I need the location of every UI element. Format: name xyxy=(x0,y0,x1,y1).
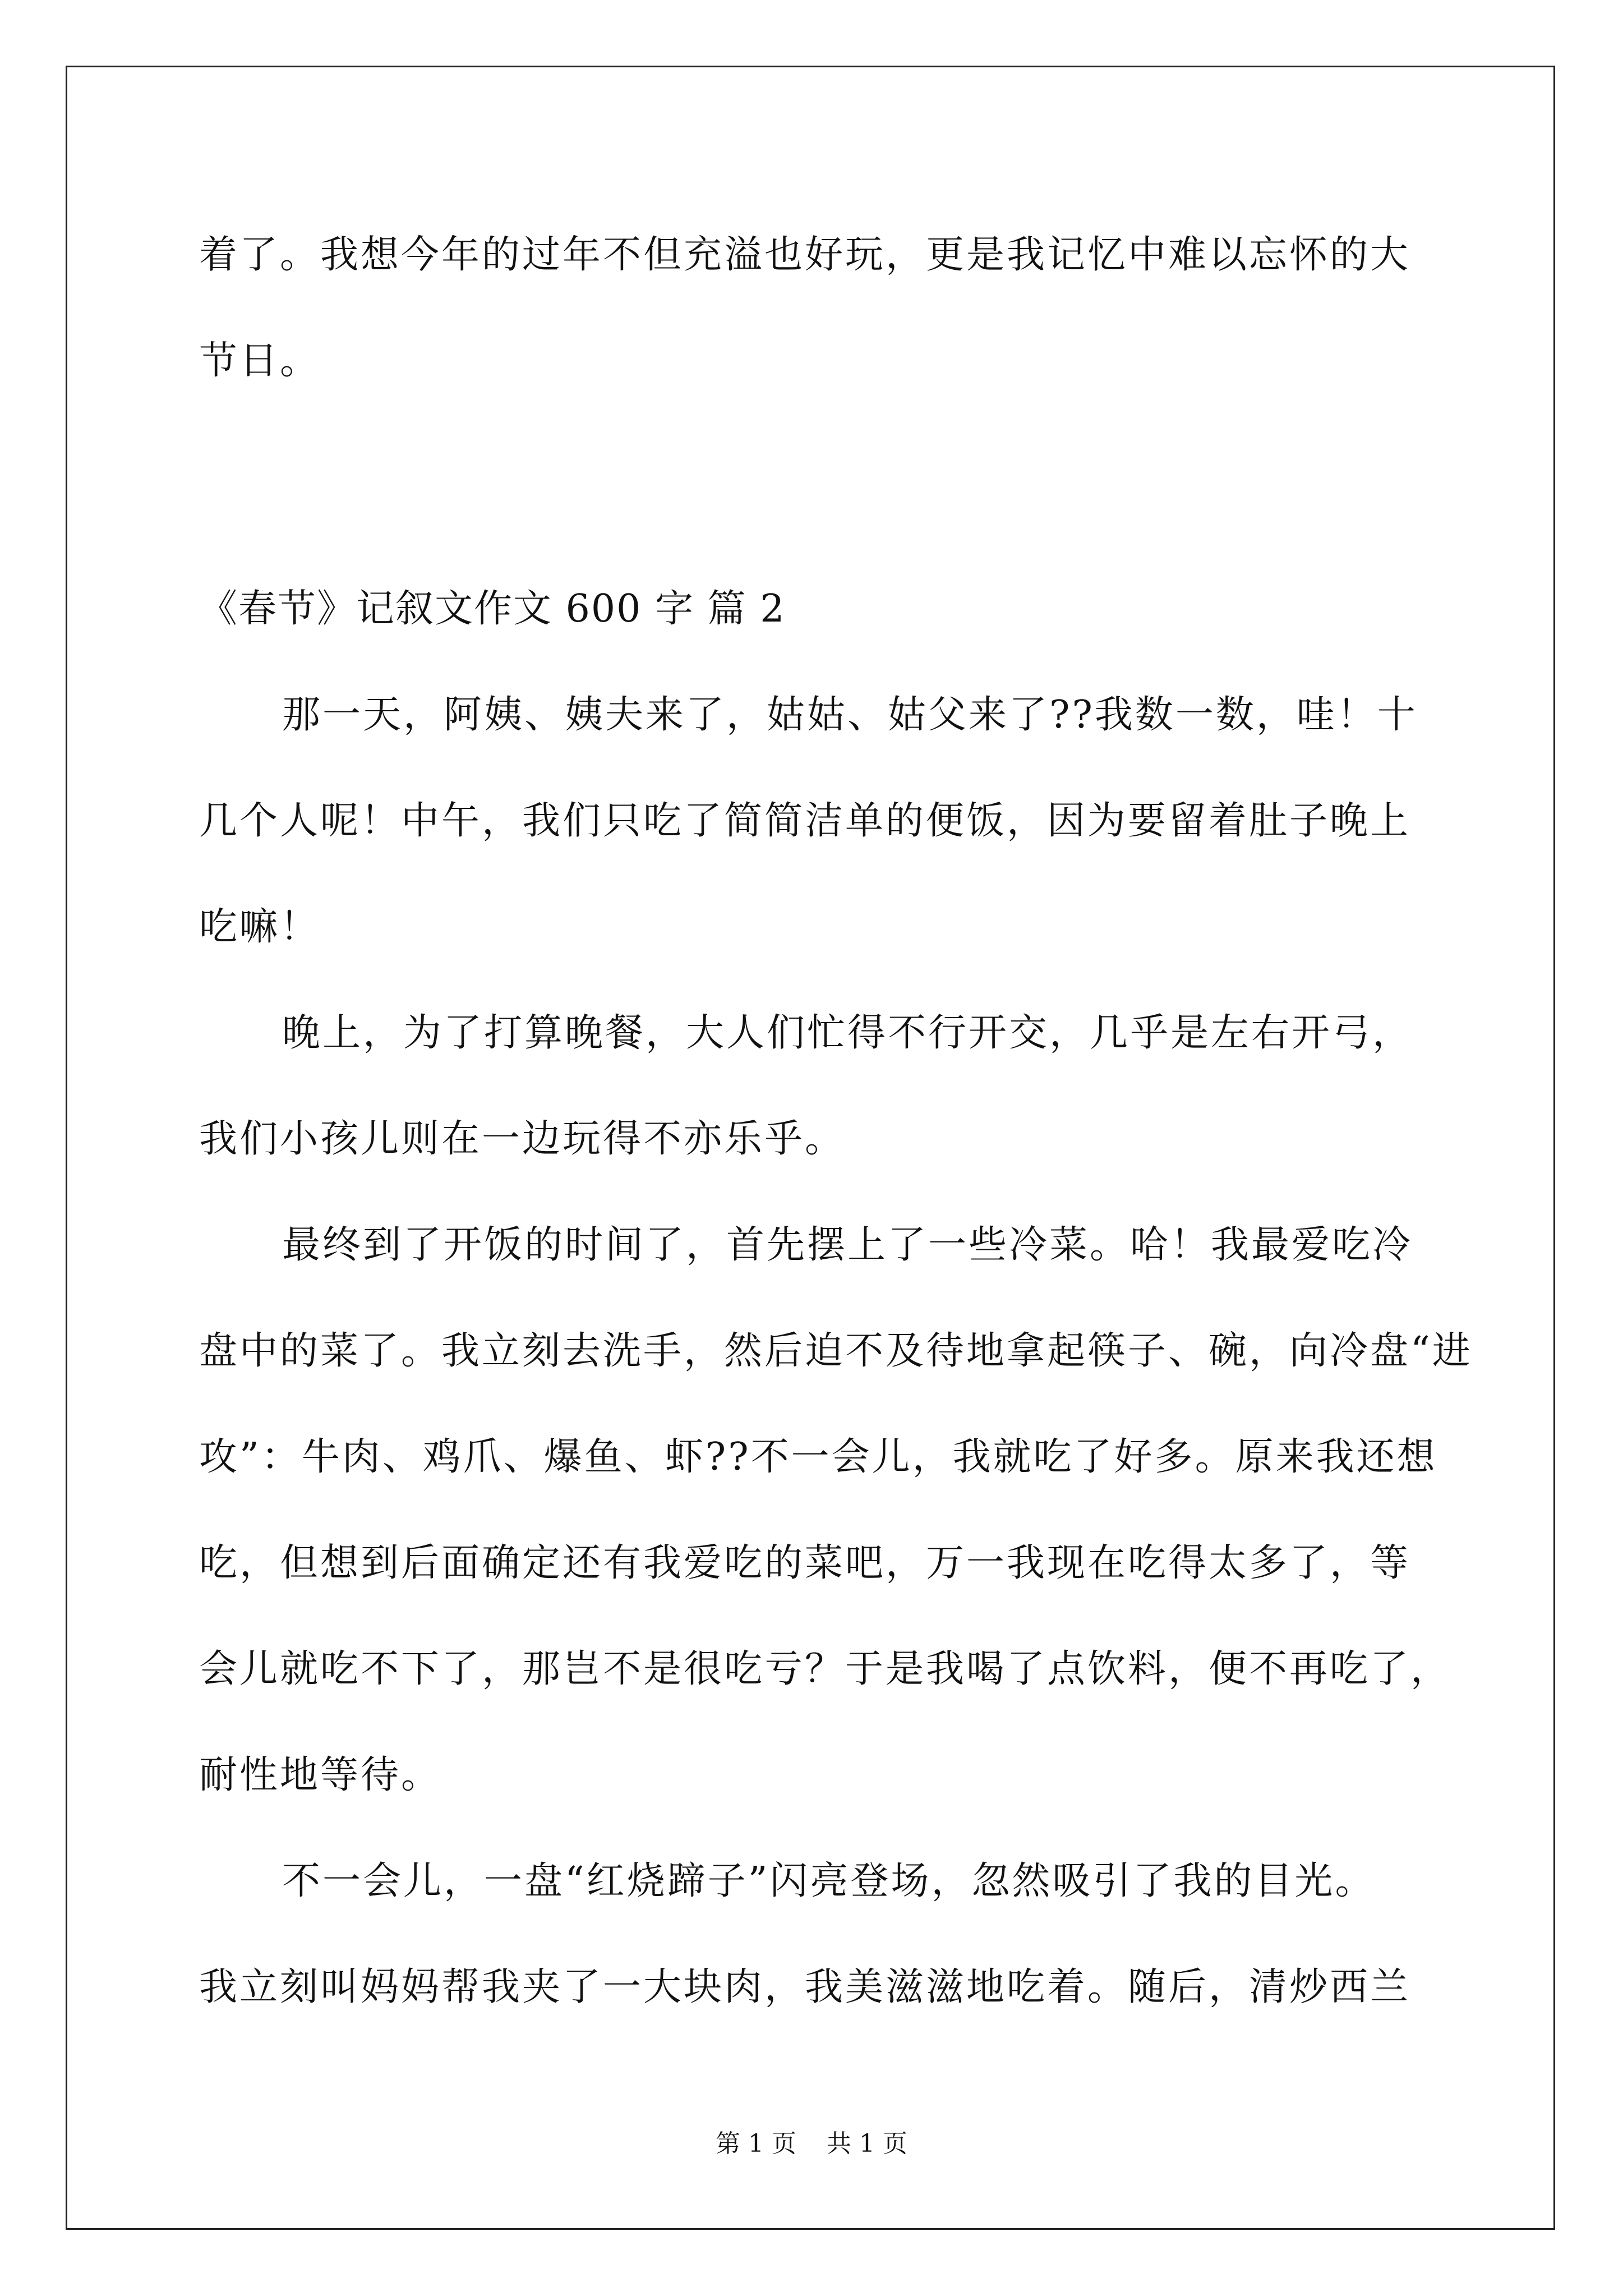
text-line: 我立刻叫妈妈帮我夹了一大块肉，我美滋滋地吃着。随后，清炒西兰 xyxy=(199,1965,1411,2009)
paragraph-2 xyxy=(199,980,1433,1192)
text-line: 攻”：牛肉、鸡爪、爆鱼、虾??不一会儿，我就吃了好多。原来我还想 xyxy=(199,1435,1437,1479)
section-gap xyxy=(199,414,1433,556)
text-line: 吃，但想到后面确定还有我爱吃的菜吧，万一我现在吃得太多了，等 xyxy=(199,1541,1411,1585)
essay-title: 《春节》记叙文作文 600 字 篇 2 xyxy=(199,587,786,631)
paragraph-1 xyxy=(199,662,1433,980)
text-line: 节日。 xyxy=(199,339,321,383)
text-line: 晚上，为了打算晚餐，大人们忙得不行开交，几乎是左右开弓， xyxy=(282,1011,1413,1055)
text-line: 我们小孩儿则在一边玩得不亦乐乎。 xyxy=(199,1117,846,1161)
text-line: 耐性地等待。 xyxy=(199,1753,442,1797)
text-line: 吃嘛！ xyxy=(199,905,321,949)
page-footer xyxy=(0,2123,1623,2159)
text-line: 会儿就吃不下了，那岂不是很吃亏？于是我喝了点饮料，便不再吃了， xyxy=(199,1647,1451,1691)
text-line: 几个人呢！中午，我们只吃了简简洁单的便饭，因为要留着肚子晚上 xyxy=(199,799,1411,843)
paragraph-3 xyxy=(199,1192,1473,1828)
text-line: 最终到了开饭的时间了，首先摆上了一些冷菜。哈！我最爱吃冷 xyxy=(282,1223,1413,1267)
text-line: 那一天，阿姨、姨夫来了，姑姑、姑父来了??我数一数，哇！十 xyxy=(282,693,1418,737)
document-body xyxy=(199,202,1473,2040)
text-line: 不一会儿，一盘“红烧蹄子”闪亮登场，忽然吸引了我的目光。 xyxy=(282,1859,1376,1903)
page-total: 共 1 页 xyxy=(827,2129,907,2158)
continuation-paragraph xyxy=(199,202,1433,414)
text-line: 盘中的菜了。我立刻去洗手，然后迫不及待地拿起筷子、碗，向冷盘“进 xyxy=(199,1329,1473,1373)
text-line: 着了。我想今年的过年不但充溢也好玩，更是我记忆中难以忘怀的大 xyxy=(199,233,1411,277)
paragraph-4 xyxy=(199,1828,1433,2040)
page-number: 第 1 页 xyxy=(716,2129,796,2158)
